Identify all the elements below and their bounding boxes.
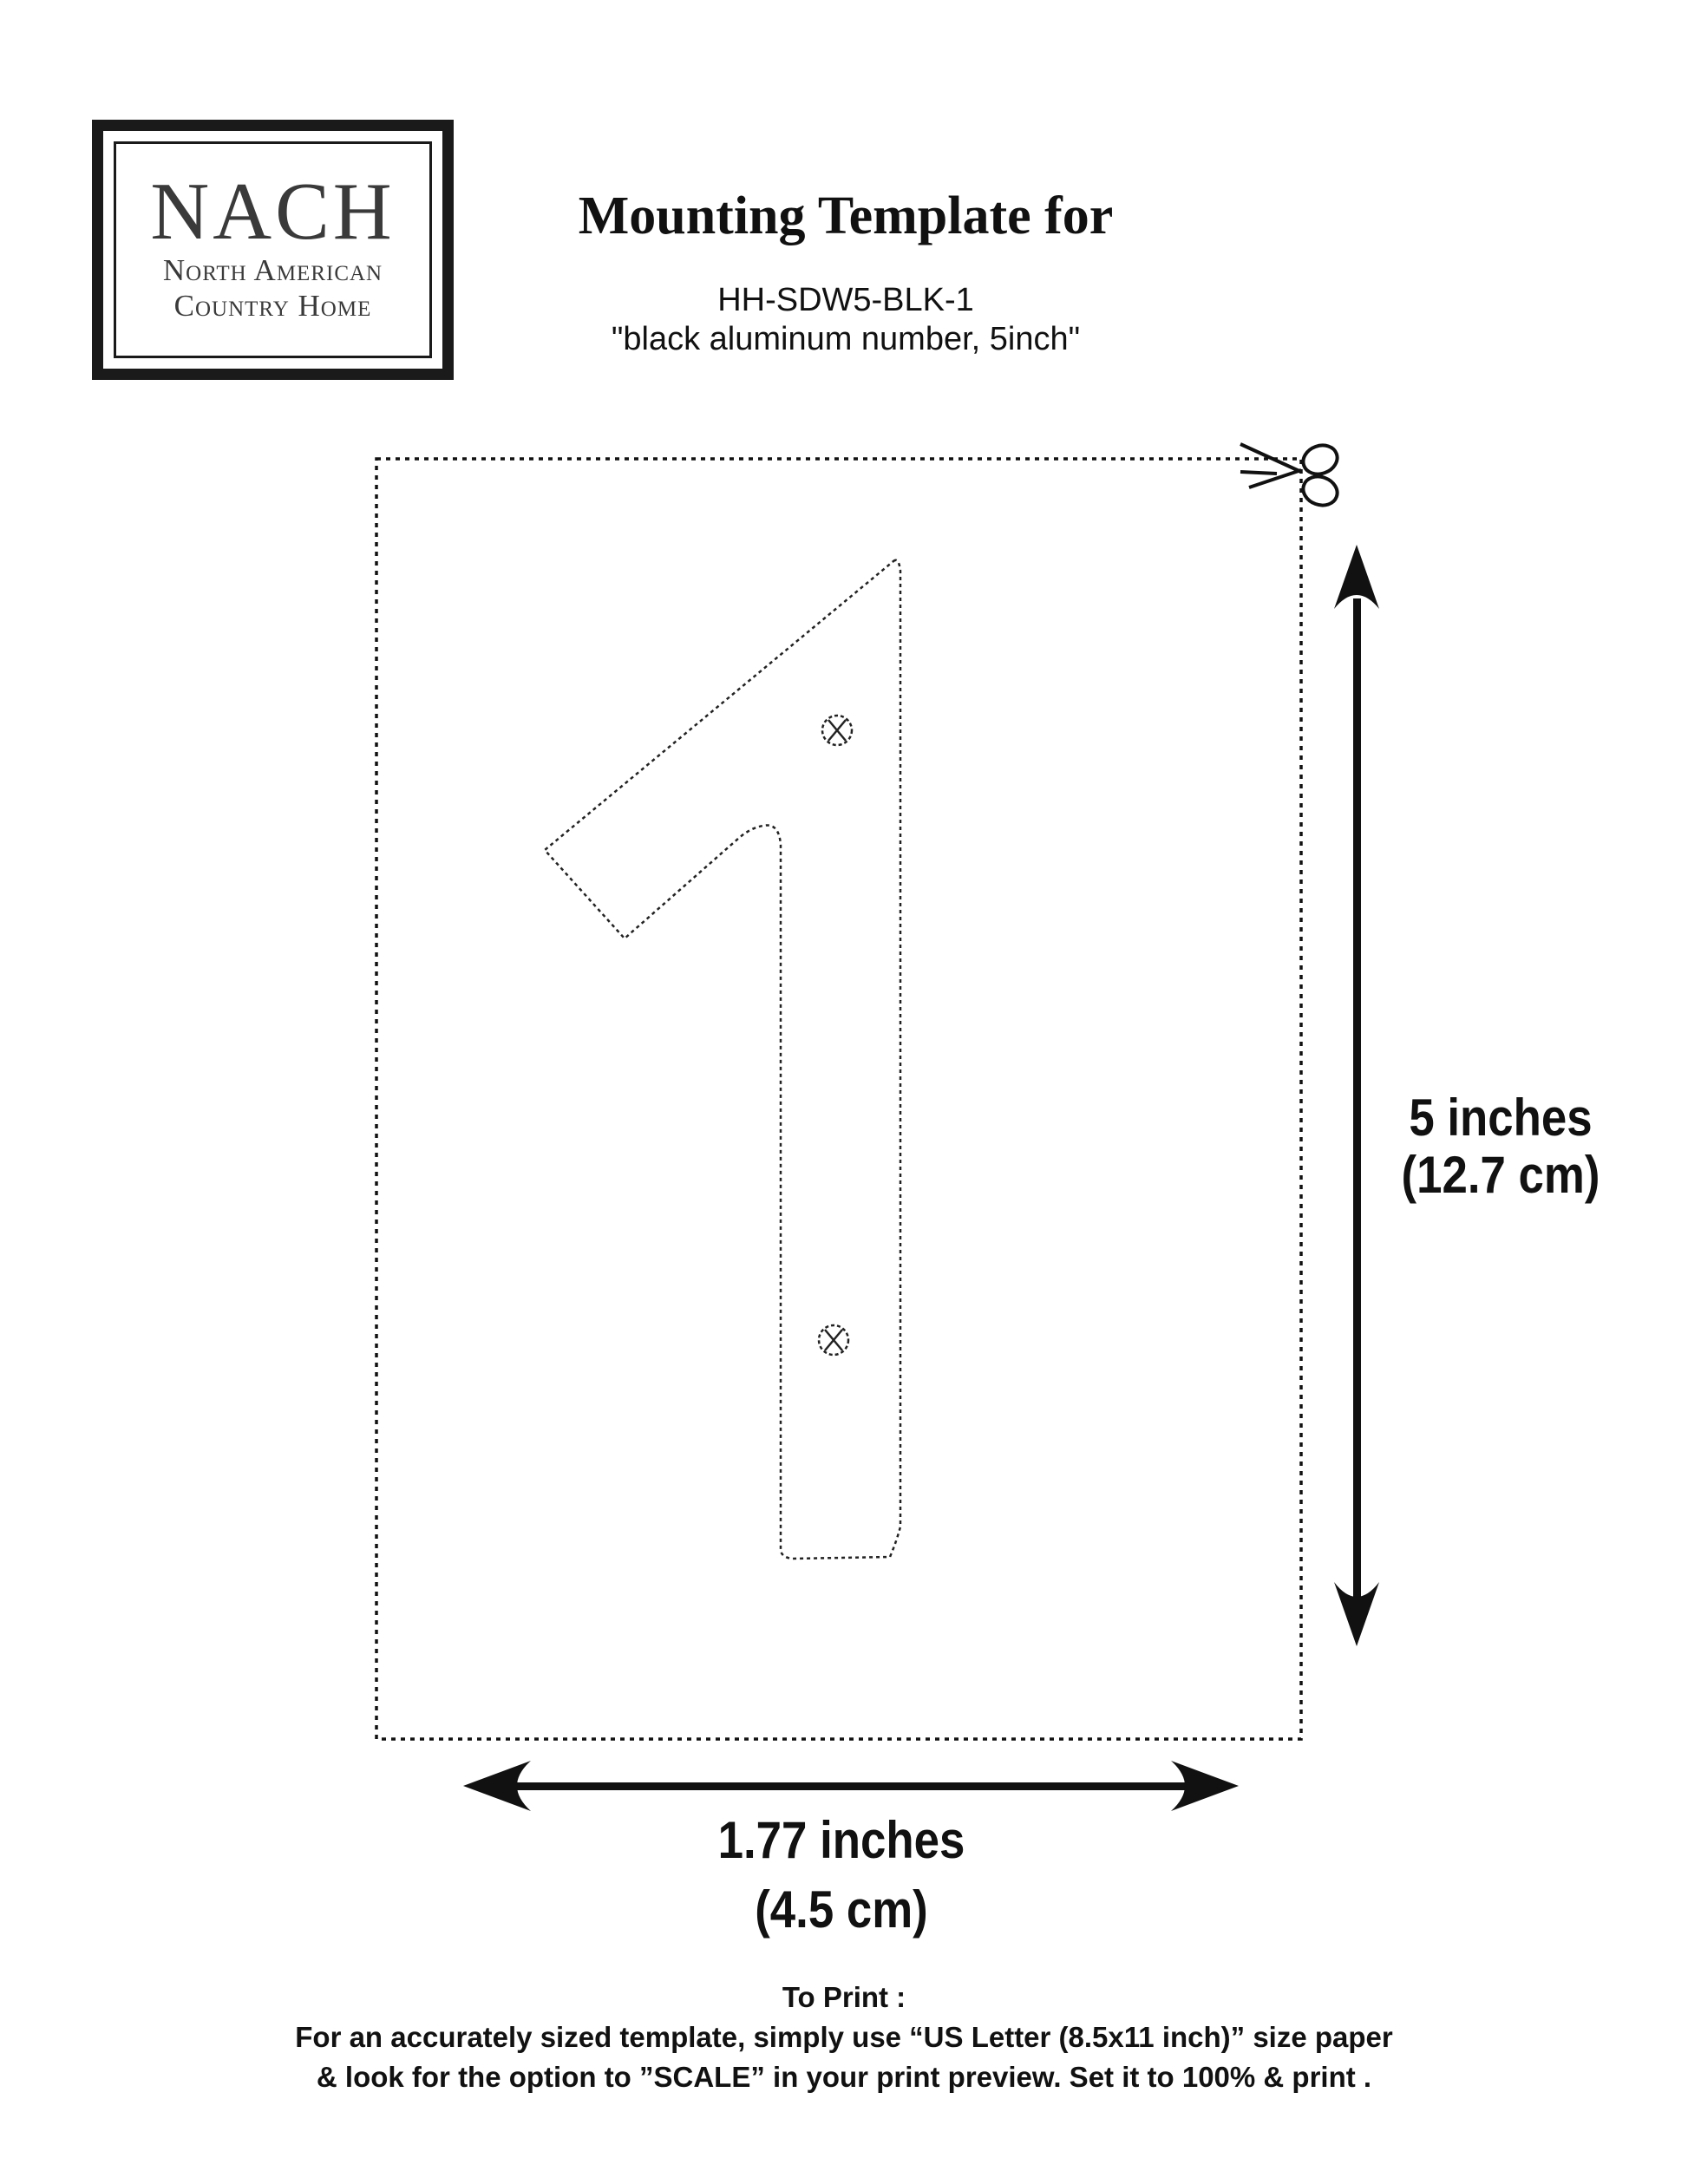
width-dimension-label: [635, 1806, 1047, 1945]
width-inches: 1.77 inches: [717, 1811, 965, 1869]
number-one-outline: [545, 560, 900, 1559]
print-line-2: & look for the option to ”SCALE” in your print preview. Set it to 100% & print .: [316, 2061, 1372, 2093]
print-instructions: [156, 1978, 1532, 2097]
screw-hole-top-icon: [822, 716, 852, 745]
print-line-1: For an accurately sized template, simply use “US Letter (8.5x11 inch)” size paper: [295, 2021, 1393, 2053]
logo-line-1: North American: [162, 252, 383, 287]
width-arrow-icon: [463, 1761, 1239, 1811]
page-title: Mounting Template for: [578, 186, 1114, 245]
print-heading: To Print :: [782, 1981, 906, 2013]
logo-mark: NACH: [150, 166, 396, 257]
height-cm: (12.7 cm): [1401, 1146, 1600, 1204]
product-sku: HH-SDW5-BLK-1: [717, 282, 974, 318]
screw-hole-bottom-icon: [819, 1325, 848, 1355]
height-dimension-label: [1371, 1089, 1630, 1204]
product-description: "black aluminum number, 5inch": [611, 321, 1081, 357]
width-cm: (4.5 cm): [755, 1880, 928, 1939]
cut-border: [376, 459, 1301, 1739]
scissors-icon: [1240, 441, 1341, 510]
height-inches: 5 inches: [1409, 1089, 1593, 1147]
logo-line-2: Country Home: [173, 289, 372, 323]
